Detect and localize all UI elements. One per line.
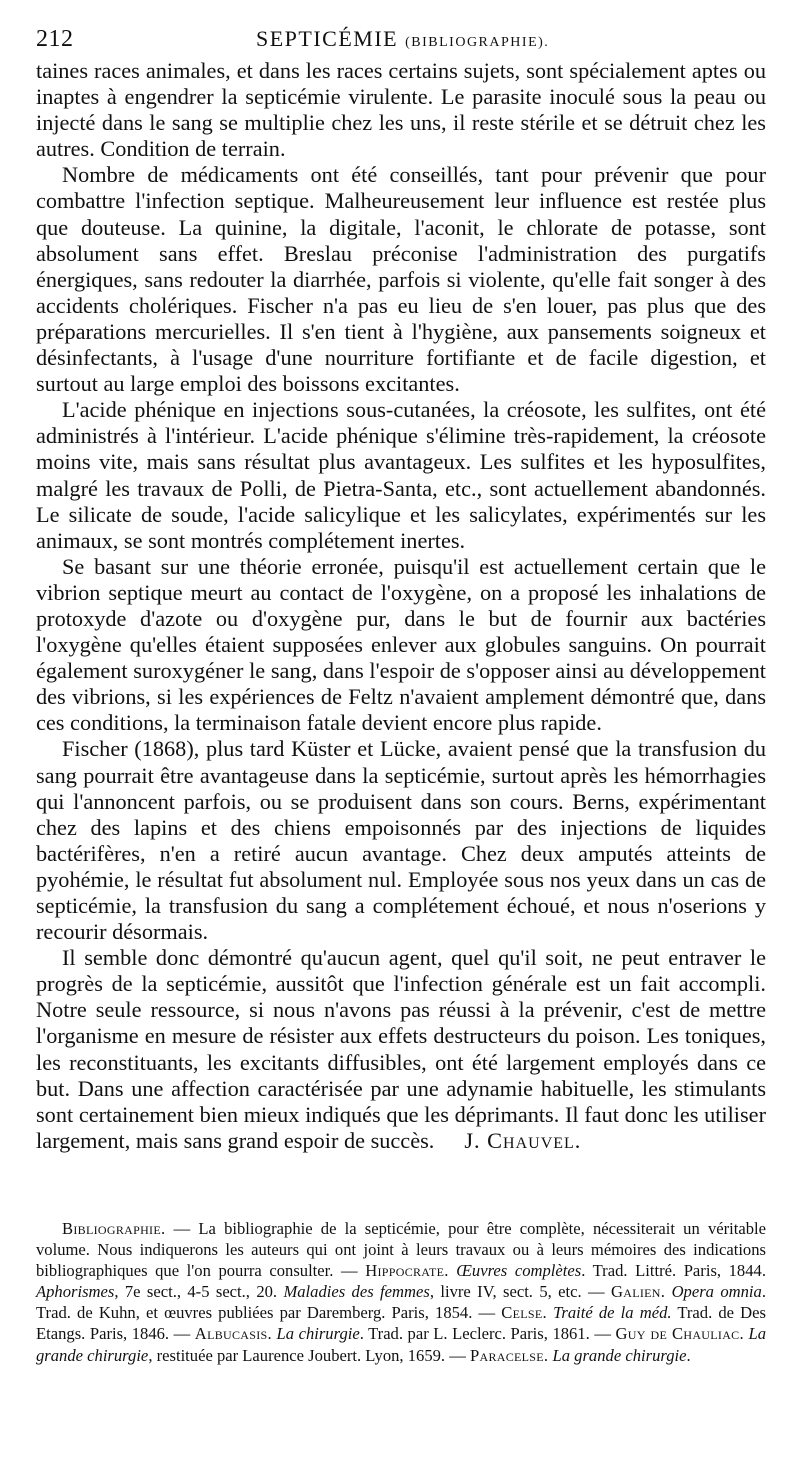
citation-text: .: [686, 1345, 691, 1365]
citation-text: . Trad. de Kuhn, et œuvres publiées par Daremberg. Paris, 1854. —: [36, 1282, 766, 1323]
page-number: 212: [36, 26, 74, 52]
paragraph-5: Fischer (1868), plus tard Küster et Lücke, avaient pensé que la transfusion du sang pourrait être avantageuse dans la septicémie, surtout après les hémorrhagies qui l'annoncent parfois, ou se produisent dans son cours. Berns, expérimentant chez des lapins et des chiens empoisonnés par des injections de liquides bactérifères, n'en a retiré aucun avantage. Chez deux amputés atteints de pyohémie, le résultat fut absolument nul. Employée sous nos yeux dans un cas de septicémie, la transfusion du sang a complétement échoué, et nous n'oserions y recourir désormais.: [36, 736, 766, 945]
paragraph-4: Se basant sur une théorie erronée, puisqu'il est actuellement certain que le vibrion septique meurt au contact de l'oxygène, on a proposé les inhalations de protoxyde d'azote ou d'oxygène pur, dans le but de fournir aux bactéries l'oxygène qu'elles étaient supposées enlever aux globules sanguins. On pourrait également suroxygéner le sang, dans l'espoir de s'opposer ainsi au développement des vibrions, si les expériences de Feltz n'avaient amplement démontré que, dans ces conditions, la terminaison fatale devient encore plus rapide.: [36, 553, 766, 736]
citation-text: . Trad. Littré. Paris, 1844.: [581, 1261, 766, 1281]
paragraph-6-text: Il semble donc démontré qu'aucun agent, quel qu'il soit, ne peut entraver le progrès de la septicémie, aussitôt que l'infection générale est un fait accompli. Notre seule ressource, si nous n'avons pas réussi à la prévenir, c'est de mettre l'organisme en mesure de résister aux effets destructeurs du poison. Les toniques, les reconstituants, les excitants diffusibles, ont été largement employés dans ce but. Dans une affection caractérisée par une adynamie habituelle, les stimulants sont certainement bien mieux indiqués que les déprimants. Il faut donc les utiliser largement, mais sans grand espoir de succès.: [36, 945, 766, 1153]
work-title: Œuvres complètes: [456, 1261, 582, 1281]
author-celse: Celse.: [501, 1303, 547, 1323]
work-title: Aphorismes: [36, 1282, 115, 1302]
bibliography-heading: Bibliographie.: [62, 1219, 166, 1238]
running-title-sub: (BIBLIOGRAPHIE).: [405, 35, 550, 50]
citation-text: , 7e sect., 4-5 sect., 20.: [114, 1282, 284, 1302]
paragraph-2: Nombre de médicaments ont été conseillés, tant pour prévenir que pour combattre l'infection septique. Malheureusement leur influence est restée plus que douteuse. La quinine, la digitale, l'aconit, le chlorate de potasse, sont absolument sans effet. Breslau préconise l'administration des purgatifs énergiques, sans redouter la diarrhée, parfois si violente, qu'elle fait songer à des accidents cholériques. Fischer n'a pas eu lieu de s'en louer, pas plus que des préparations mercurielles. Il s'en tient à l'hygiène, aux pansements soigneux et désinfectants, à l'usage d'une nourriture fortifiante et de facile digestion, et surtout au large emploi des boissons excitantes.: [36, 162, 766, 397]
work-title: Opera omnia: [671, 1282, 762, 1302]
work-title: La chirurgie: [276, 1324, 360, 1344]
paragraph-1: taines races animales, et dans les races certains sujets, sont spécialement aptes ou inaptes à engendrer la septicémie virulente. Le parasite inoculé sous la peau ou injecté dans le sang se multiplie chez les uns, il reste stérile et se détruit chez les autres. Condition de terrain.: [36, 58, 766, 162]
bibliography: [36, 1218, 766, 1366]
work-title: La grande chirurgie: [552, 1345, 687, 1365]
author-guy-de-chauliac: Guy de Chauliac.: [615, 1324, 744, 1344]
page: [36, 0, 766, 1484]
running-header: [36, 0, 766, 58]
citation-text: Trad. de Des Etangs. Paris, 1846. —: [36, 1303, 766, 1344]
work-title: La grande chirurgie: [36, 1324, 767, 1365]
work-title: Traité de la méd.: [553, 1303, 672, 1323]
paragraph-6: [36, 945, 766, 1154]
author-paracelse: Paracelse.: [469, 1345, 549, 1365]
running-title: [256, 26, 549, 52]
bibliography-intro: — La bibliographie de la septicémie, pour être complète, nécessiterait un véritable volume. Nous indiquerons les auteurs qui ont joint à leurs travaux ou à leurs mémoires des indications bibliographiques que l'on pourra consulter. —: [36, 1219, 766, 1281]
author-albucasis: Albucasis.: [194, 1324, 272, 1344]
author-galien: Galien.: [610, 1282, 666, 1302]
paragraph-3: L'acide phénique en injections sous-cutanées, la créosote, les sulfites, ont été administrés à l'intérieur. L'acide phénique s'élimine très-rapidement, la créosote moins vite, mais sans résultat plus avantageux. Les sulfites et les hyposulfites, malgré les travaux de Polli, de Pietra-Santa, etc., sont actuellement abandonnés. Le silicate de soude, l'acide salicylique et les salicylates, expérimentés sur les animaux, se sont montrés complétement inertes.: [36, 397, 766, 553]
citation-text: , restituée par Laurence Joubert. Lyon, 1659. —: [148, 1345, 470, 1365]
author-hippocrate: Hippocrate.: [365, 1261, 449, 1281]
body-text: [36, 58, 766, 1154]
running-title-main: SEPTICÉMIE: [256, 26, 399, 51]
author-signature: J. Chauvel.: [464, 1127, 582, 1153]
citation-text: . Trad. par L. Leclerc. Paris, 1861. —: [359, 1324, 616, 1344]
citation-text: , livre IV, sect. 5, etc. —: [429, 1282, 611, 1302]
work-title: Maladies des femmes: [283, 1282, 430, 1302]
